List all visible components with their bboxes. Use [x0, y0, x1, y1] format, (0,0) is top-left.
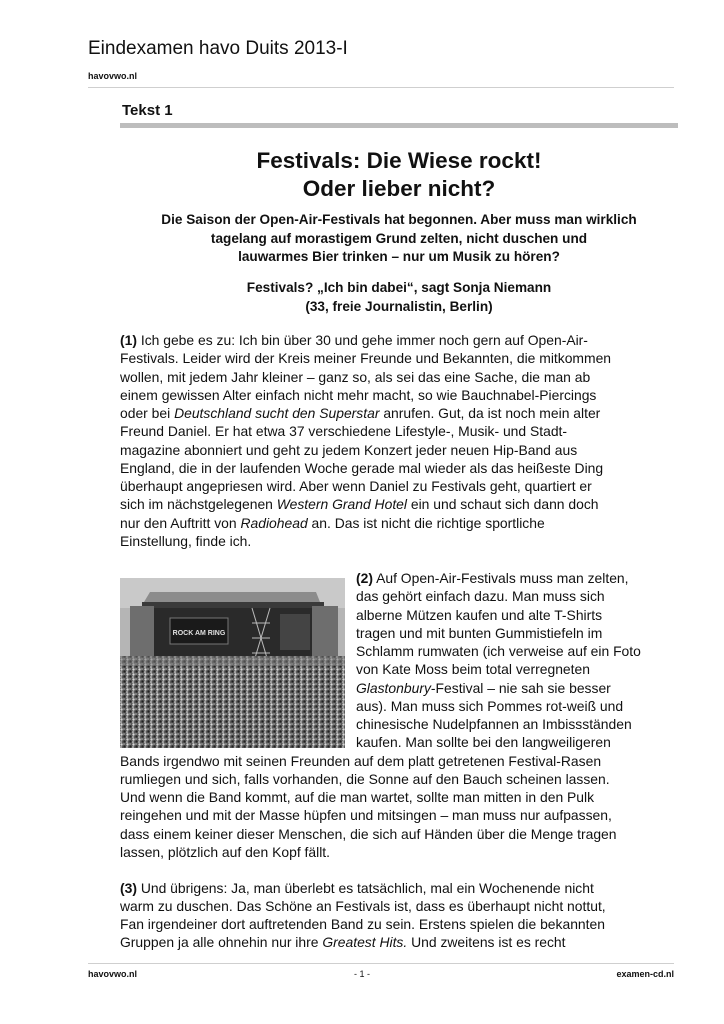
text-line: das gehört einfach dazu. Man muss sich [356, 588, 605, 605]
section-label: Tekst 1 [122, 102, 173, 119]
text-line: rumliegen und sich, falls vorhanden, die Sonne auf den Bauch scheinen lassen. [120, 770, 610, 787]
paragraph-2-continued [120, 752, 680, 862]
text: Und zweitens ist es recht [407, 934, 566, 951]
text-line: warm zu duschen. Das Schöne an Festivals ist, dass es überhaupt nicht nottut, [120, 897, 606, 914]
festival-photo [120, 578, 345, 748]
text: Ich gebe es zu: Ich bin über 30 und gehe immer noch gern auf Open-Air- [136, 332, 588, 348]
text: sich im nächstgelegenen [120, 496, 277, 513]
hotel-name: Western Grand Hotel [276, 496, 407, 513]
text-line: aus). Man muss sich Pommes rot-weiß und [356, 697, 624, 714]
text: an. Das ist nicht die richtige sportliche [307, 514, 545, 531]
paragraph-1 [120, 331, 680, 550]
paragraph-number: (2) [356, 570, 373, 586]
paragraph-2 [356, 569, 680, 752]
text-line: kaufen. Man sollte bei den langweiligeren [356, 734, 611, 751]
text-line: Einstellung, finde ich. [120, 532, 252, 549]
article-title-line-2: Oder lieber nicht? [302, 176, 496, 201]
festival-name: Glastonbury [356, 679, 431, 696]
subtitle-line: tagelang auf morastigem Grund zelten, nicht duschen und [210, 230, 588, 246]
text-line: chinesische Nudelpfannen an Imbissständen [356, 716, 632, 732]
text-line: Schlamm rumwaten (ich verweise auf ein Foto [356, 643, 641, 659]
text-line: Bands irgendwo mit seinen Freunden auf dem platt getretenen Festival-Rasen [120, 752, 602, 769]
header-divider [88, 87, 674, 88]
paragraph-3 [120, 879, 680, 952]
text-line: wollen, mit jedem Jahr kleiner – ganz so, als sei das eine Sache, die man ab [120, 368, 591, 385]
article-byline [120, 279, 678, 316]
band-name: Radiohead [240, 514, 308, 531]
footer-site-left: havovwo.nl [88, 969, 138, 979]
text: Gruppen ja alle ohnehin nur ihre [120, 934, 323, 951]
text: Und übrigens: Ja, man überlebt es tatsächlich, mal ein Wochenende nicht [136, 879, 594, 896]
paragraph-number: (1) [120, 332, 137, 348]
text-line: Freund Daniel. Er hat etwa 37 verschiedene Lifestyle-, Musik- und Stadt- [120, 423, 568, 440]
text-line: alberne Mützen kaufen und alte T-Shirts [356, 606, 603, 623]
article-subtitle [120, 211, 678, 267]
exam-title: Eindexamen havo Duits 2013-I [88, 38, 348, 59]
paragraph-number: (3) [120, 879, 137, 896]
header-site-name: havovwo.nl [88, 71, 138, 81]
byline-line: (33, freie Journalistin, Berlin) [305, 298, 493, 314]
text-line: England, die in der laufenden Woche gerade mal wieder als das heißeste Ding [120, 459, 604, 476]
text-line: Fan irgendeiner dort auftretenden Band zu sein. Erstens spielen die bekannten [120, 916, 605, 932]
text: anrufen. Gut, da ist noch mein alter [379, 405, 601, 421]
section-divider [120, 123, 678, 128]
album-reference: Greatest Hits. [322, 934, 408, 951]
page-number: - 1 - [353, 969, 370, 979]
text-line: Und wenn die Band kommt, auf die man wartet, sollte man mitten in den Pulk [120, 789, 595, 805]
text: Auf Open-Air-Festivals muss man zelten, [372, 570, 629, 586]
text-line: dass einem keiner dieser Menschen, die sich auf Händen über die Menge tragen [120, 825, 617, 842]
subtitle-line: Die Saison der Open-Air-Festivals hat begonnen. Aber muss man wirklich [161, 212, 637, 227]
footer-site-right: examen-cd.nl [616, 969, 674, 979]
text: oder bei [120, 405, 175, 421]
footer-divider [88, 963, 674, 964]
text-line: reingehen und mit der Masse hüpfen und mitsingen – man muss nur aufpassen, [120, 807, 612, 824]
text-line: von Kate Moss beim total verregneten [356, 661, 590, 678]
subtitle-line: lauwarmes Bier trinken – nur um Musik zu hören? [238, 249, 560, 264]
tv-show-title: Deutschland sucht den Superstar [174, 405, 380, 421]
text: ein und schaut sich dann doch [406, 496, 599, 513]
text-line: Festivals. Leider wird der Kreis meiner Freunde und Bekannten, die mitkommen [120, 350, 612, 367]
text-line: einem gewissen Alter einfach nicht mehr macht, so wie Bauchnabel-Piercings [120, 386, 597, 403]
text-line: magazine abonniert und geht zu jedem Konzert jeder neuen Hip-Band aus [120, 441, 578, 458]
stage-sign: ROCK AM RING [172, 630, 226, 637]
byline-line: Festivals? „Ich bin dabei“, sagt Sonja Niemann [246, 280, 552, 295]
text-line: tragen und mit bunten Gummistiefeln im [356, 624, 603, 641]
article-title-line-1: Festivals: Die Wiese rockt! [256, 148, 542, 173]
festival-crowd-image [120, 578, 345, 748]
text: nur den Auftritt von [120, 514, 241, 531]
text: -Festival – nie sah sie besser [430, 679, 611, 696]
text-line: lassen, plötzlich auf den Kopf fällt. [120, 843, 331, 860]
text-line: überhaupt angepriesen wird. Aber wenn Daniel zu Festivals geht, quartiert er [120, 478, 592, 494]
